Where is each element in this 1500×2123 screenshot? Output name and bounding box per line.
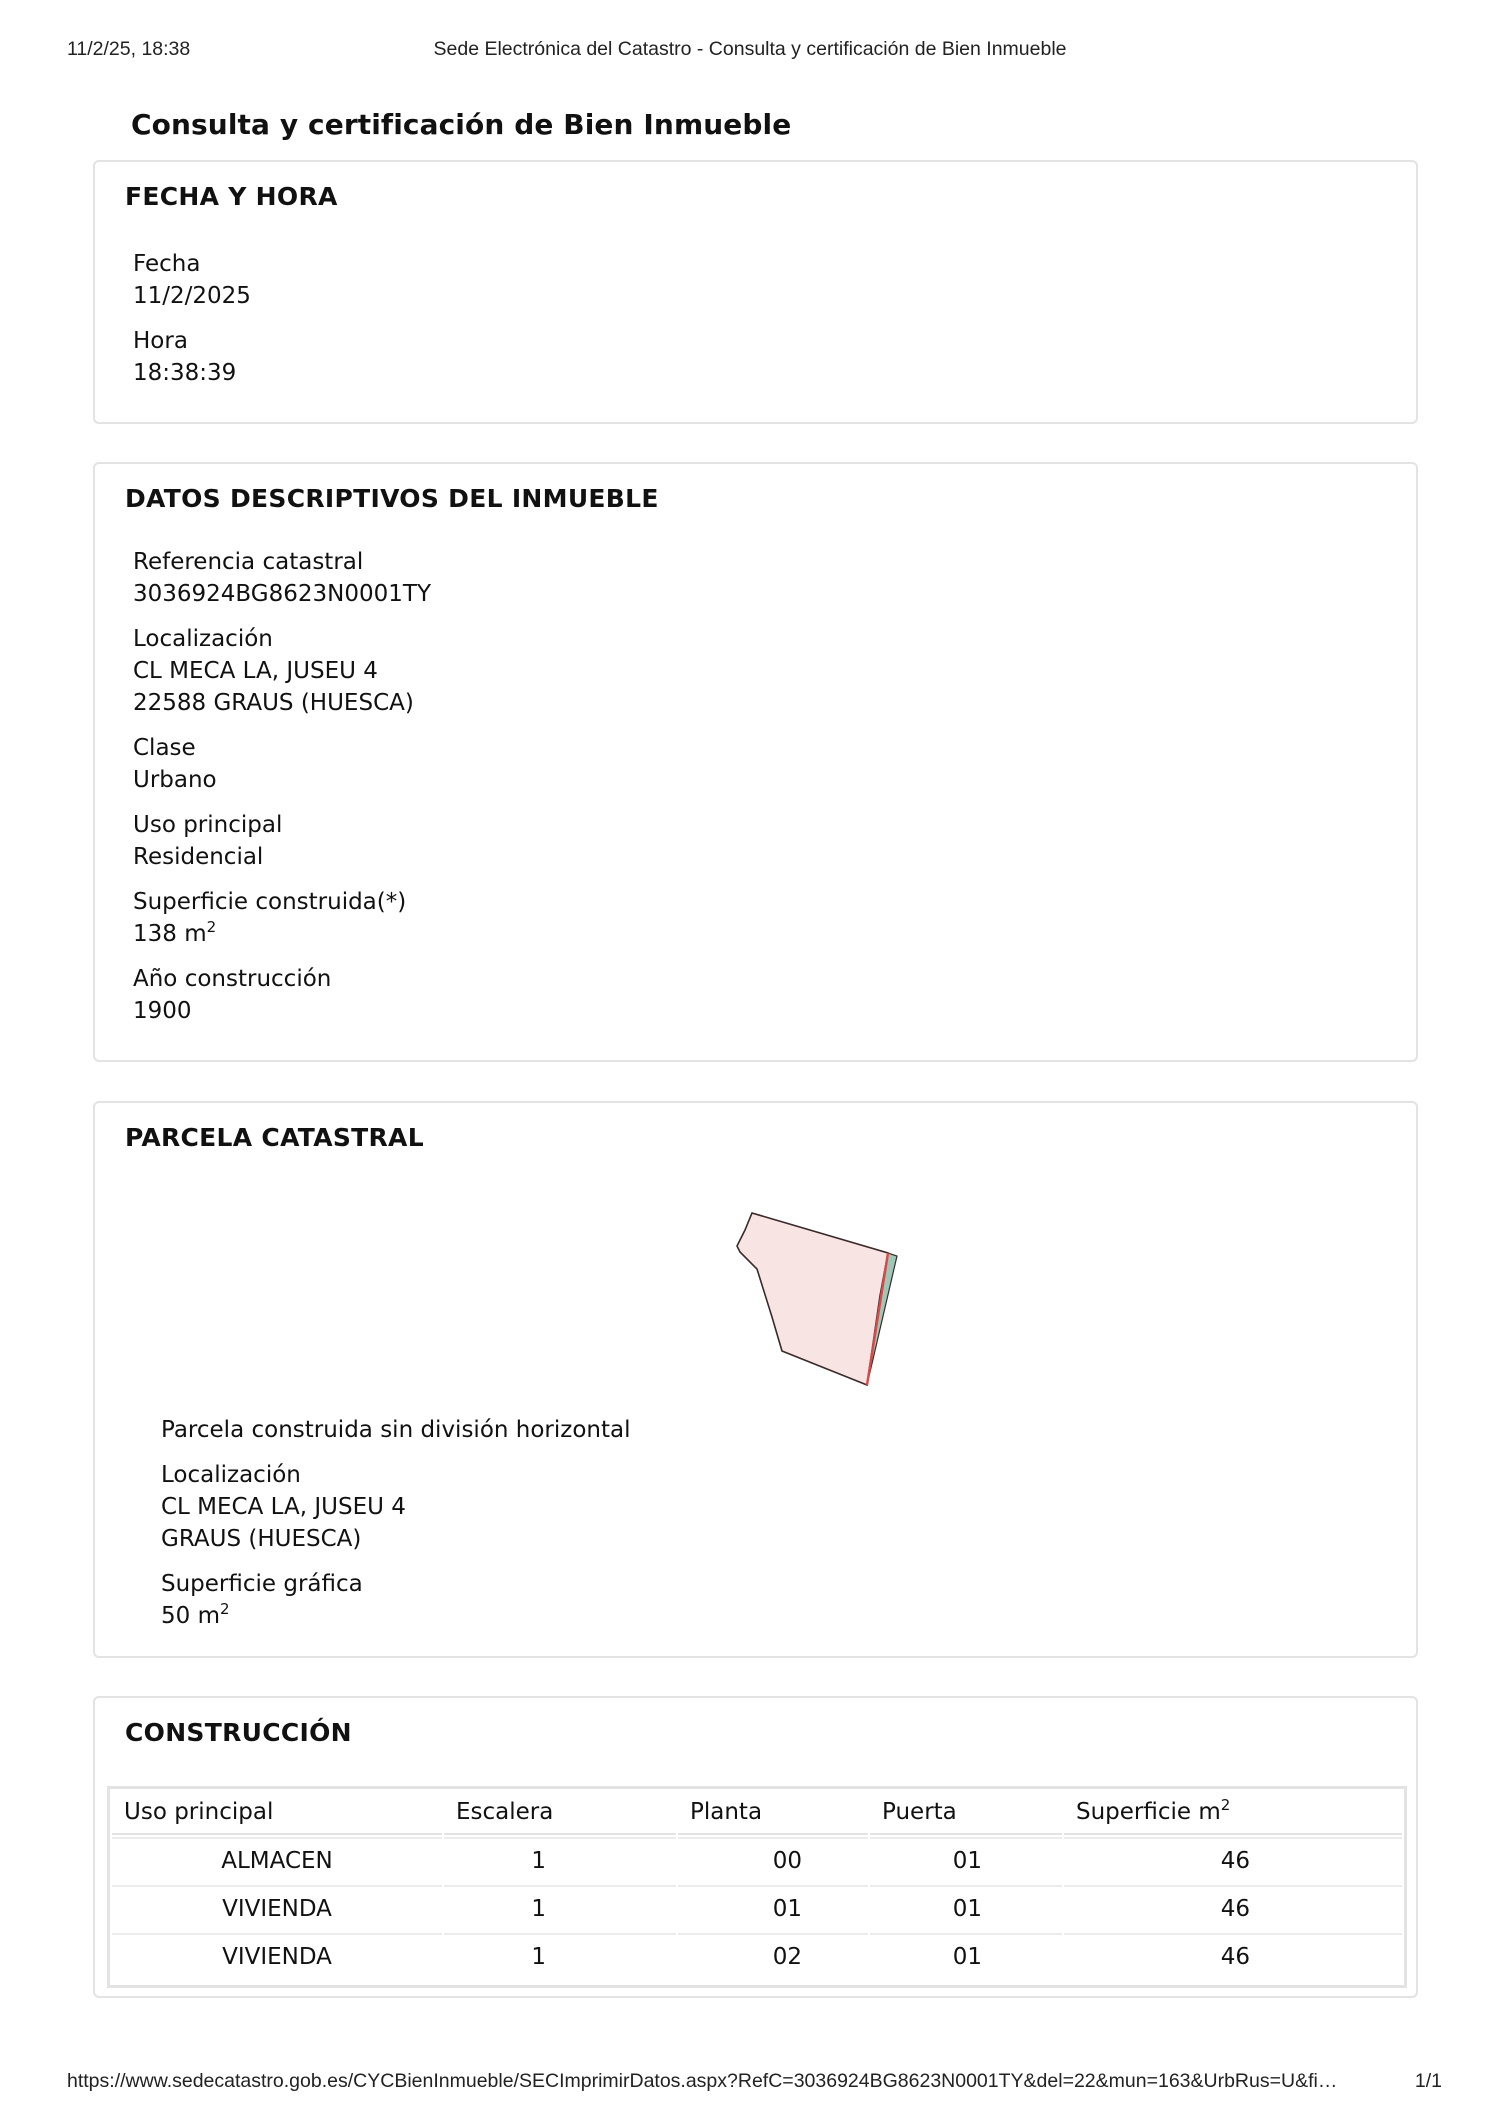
superficie-construida-value	[133, 918, 431, 950]
superficie-grafica-label: Superficie gráfica	[161, 1571, 363, 1597]
cell-superficie: 46	[1064, 1933, 1402, 1979]
localizacion-line1: CL MECA LA, JUSEU 4	[133, 658, 378, 684]
col-header-puerta: Puerta	[870, 1791, 1062, 1835]
parcela-tipo: Parcela construida sin división horizontal	[161, 1417, 631, 1443]
fecha-hora-fields	[133, 248, 251, 402]
table-row	[112, 1933, 1402, 1979]
cell-planta: 00	[678, 1837, 868, 1883]
uso-principal-field	[133, 809, 431, 873]
localizacion-line2: 22588 GRAUS (HUESCA)	[133, 690, 414, 716]
clase-value: Urbano	[133, 767, 217, 793]
parcela-catastral-card	[93, 1101, 1418, 1658]
col-header-superficie	[1064, 1791, 1402, 1835]
col-header-superficie-text: Superficie m	[1076, 1799, 1221, 1825]
clase-field	[133, 732, 431, 796]
datos-descriptivos-card	[93, 462, 1418, 1062]
print-datetime: 11/2/25, 18:38	[67, 38, 191, 60]
datos-fields	[133, 546, 431, 1040]
cell-superficie: 46	[1064, 1837, 1402, 1883]
cell-planta: 02	[678, 1933, 868, 1979]
parcela-heading: PARCELA CATASTRAL	[125, 1123, 424, 1152]
print-doc-title: Sede Electrónica del Catastro - Consulta y certificación de Bien Inmueble	[433, 38, 1067, 60]
uso-principal-label: Uso principal	[133, 812, 283, 838]
col-header-planta: Planta	[678, 1791, 868, 1835]
construccion-heading: CONSTRUCCIÓN	[125, 1718, 352, 1747]
cell-puerta: 01	[870, 1837, 1062, 1883]
superficie-grafica-field	[161, 1568, 631, 1632]
datos-heading: DATOS DESCRIPTIVOS DEL INMUEBLE	[125, 484, 659, 513]
page-title: Consulta y certificación de Bien Inmueble	[131, 108, 792, 141]
anio-construccion-field	[133, 963, 431, 1027]
cell-uso: VIVIENDA	[112, 1933, 442, 1979]
hora-field	[133, 325, 251, 389]
fecha-value: 11/2/2025	[133, 283, 251, 309]
localizacion-field	[133, 623, 431, 719]
superficie-construida-field	[133, 886, 431, 950]
print-footer	[0, 2070, 1500, 2096]
parcela-fields	[161, 1414, 631, 1645]
superficie-construida-label: Superficie construida(*)	[133, 889, 407, 915]
fecha-field	[133, 248, 251, 312]
parcela-localizacion-label: Localización	[161, 1462, 301, 1488]
print-header	[0, 38, 1500, 64]
fecha-label: Fecha	[133, 251, 201, 277]
cell-escalera: 1	[444, 1933, 676, 1979]
referencia-value: 3036924BG8623N0001TY	[133, 581, 432, 607]
parcela-localizacion-line1: CL MECA LA, JUSEU 4	[161, 1494, 406, 1520]
anio-construccion-value: 1900	[133, 998, 192, 1024]
cell-uso: ALMACEN	[112, 1837, 442, 1883]
construccion-table	[110, 1789, 1404, 1981]
cell-uso: VIVIENDA	[112, 1885, 442, 1931]
cell-planta: 01	[678, 1885, 868, 1931]
cell-escalera: 1	[444, 1837, 676, 1883]
parcela-tipo-field	[161, 1414, 631, 1446]
referencia-label: Referencia catastral	[133, 549, 364, 575]
anio-construccion-label: Año construcción	[133, 966, 332, 992]
print-url: https://www.sedecatastro.gob.es/CYCBienInmueble/SECImprimirDatos.aspx?RefC=3036924BG8623N0001TY&del=22&mun=163&UrbRus=U&fi…	[67, 2070, 1338, 2092]
col-header-superficie-exp: 2	[1220, 1796, 1231, 1814]
parcela-localizacion-line2: GRAUS (HUESCA)	[161, 1526, 362, 1552]
table-row	[112, 1837, 1402, 1883]
cell-puerta: 01	[870, 1885, 1062, 1931]
fecha-hora-heading: FECHA Y HORA	[125, 182, 338, 211]
localizacion-label: Localización	[133, 626, 273, 652]
cell-superficie: 46	[1064, 1885, 1402, 1931]
cell-puerta: 01	[870, 1933, 1062, 1979]
superficie-construida-exp: 2	[206, 918, 217, 936]
table-header-row	[112, 1791, 1402, 1835]
uso-principal-value: Residencial	[133, 844, 264, 870]
fecha-hora-card	[93, 160, 1418, 424]
parcel-shape	[737, 1213, 888, 1385]
construccion-card	[93, 1696, 1418, 1998]
superficie-grafica-value	[161, 1600, 631, 1632]
col-header-uso: Uso principal	[112, 1791, 442, 1835]
construccion-table-wrapper	[107, 1786, 1407, 1988]
print-page-number: 1/1	[1414, 2070, 1442, 2092]
superficie-grafica-number: 50 m	[161, 1603, 220, 1629]
superficie-grafica-exp: 2	[219, 1600, 230, 1618]
hora-label: Hora	[133, 328, 188, 354]
cell-escalera: 1	[444, 1885, 676, 1931]
clase-label: Clase	[133, 735, 196, 761]
superficie-construida-number: 138 m	[133, 921, 207, 947]
parcela-localizacion-field	[161, 1459, 631, 1555]
parcel-plot-image	[635, 1203, 975, 1403]
referencia-field	[133, 546, 431, 610]
hora-value: 18:38:39	[133, 360, 237, 386]
col-header-escalera: Escalera	[444, 1791, 676, 1835]
table-row	[112, 1885, 1402, 1931]
